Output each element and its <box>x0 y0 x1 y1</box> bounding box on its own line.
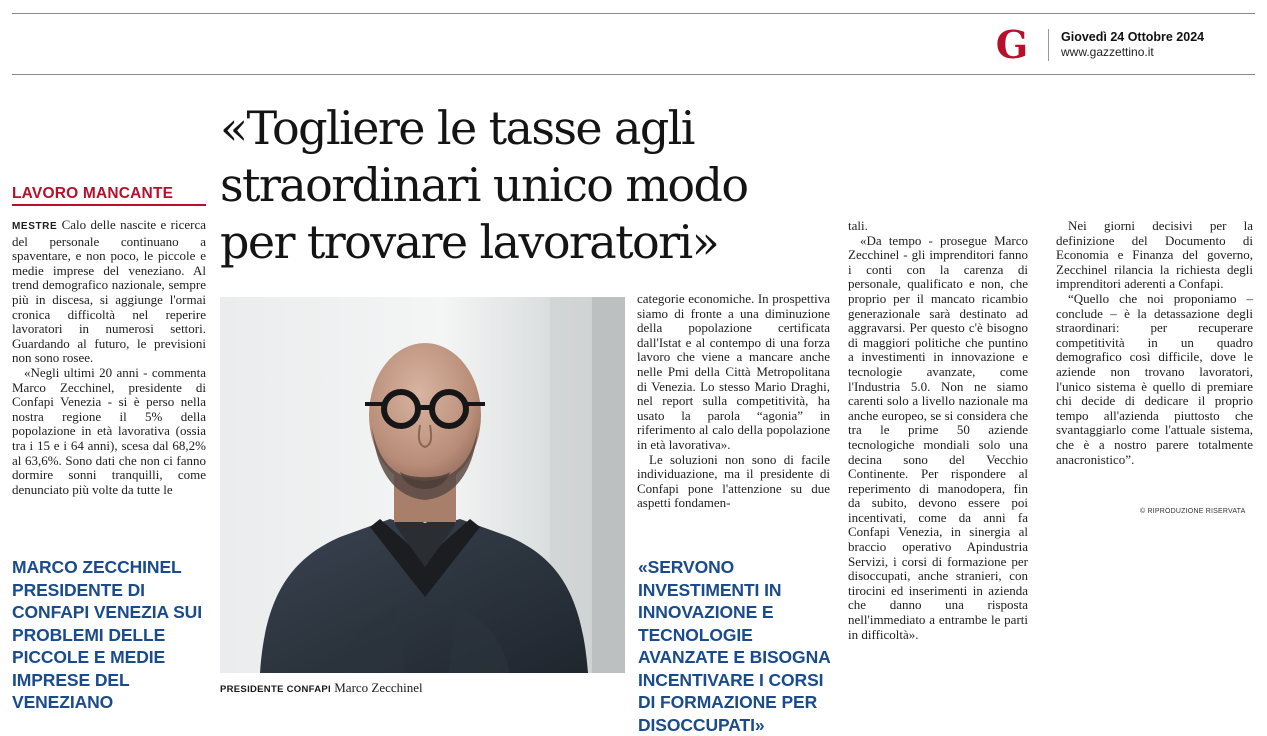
masthead-info <box>1061 30 1204 60</box>
article-column-4 <box>1056 219 1253 467</box>
caption-tag: PRESIDENTE CONFAPI <box>220 684 331 695</box>
portrait-illustration <box>220 297 625 673</box>
dateline: MESTRE <box>12 221 58 232</box>
header-rule <box>12 74 1255 75</box>
headline-line-1: «Togliere le tasse agli <box>220 101 694 155</box>
article-paragraph: Le soluzioni non sono di facile individuazione, ma il presidente di Confapi pone l'attenzione su due aspetti fondamen- <box>637 451 830 511</box>
top-rule <box>12 13 1255 14</box>
section-label: LAVORO MANCANTE <box>12 184 206 206</box>
site-url[interactable]: www.gazzettino.it <box>1061 45 1154 59</box>
copyright-notice: © RIPRODUZIONE RISERVATA <box>1140 508 1246 515</box>
article-paragraph <box>12 218 206 366</box>
article-column-3 <box>848 219 1028 642</box>
article-paragraph: «Negli ultimi 20 anni - commenta Marco Zecchinel, presidente di Confapi Venezia - si è perso nella nostra regione il 5% della popolazione in età lavorativa (ossia tra i 15 e i 64 anni), scesa dal 68,2% al 63,6%. Sono dati che non ci fanno dormire sonni tranquilli, come denunciato più volte da tutte le <box>12 364 206 497</box>
caption-name: Marco Zecchinel <box>330 680 423 695</box>
issue-date: Giovedì 24 Ottobre 2024 <box>1061 30 1205 44</box>
photo-caption <box>220 680 423 697</box>
headline-line-2: straordinari unico modo <box>220 158 748 212</box>
article-paragraph: «Da tempo - prosegue Marco Zecchinel - gli imprenditori fanno i conti con la carenza di personale, qualificato e non, che proprio per il mancato ricambio generazionale sarà destinato ad aggravarsi. Per questo c'è bisogno di maggiori politiche che puntino a investimenti in innovazione e tecnologie avanzate, come l'Industria 5.0. Non ne siamo carenti solo a livello nazionale ma anche europeo, se si considera che tra le prime 50 aziende tecnologiche mondiali solo una decina sono del Vecchio Continente. Per rispondere al reperimento di manodopera, fin da subito, devono essere poi incentivati, come da anni fa Confapi Venezia, in sinergia al braccio operativo Apindustria Servizi, i corsi di formazione per disoccupati, anche stranieri, con tirocini ed inserimenti in azienda che danno una risposta nell'immediato a entrambe le parti in difficoltà». <box>848 232 1028 642</box>
masthead <box>990 24 1204 66</box>
headline <box>220 100 840 271</box>
portrait-photo <box>220 297 625 673</box>
article-column-1 <box>12 218 206 497</box>
article-paragraph: Nei giorni decisivi per la definizione del Documento di Economia e Finanza del governo, Zecchinel rilancia la richiesta degli imprenditori aderenti a Confapi. <box>1056 218 1253 292</box>
headline-line-3: per trovare lavoratori» <box>220 215 719 269</box>
article-paragraph: tali. <box>848 218 868 233</box>
article-paragraph: “Quello che noi proponiamo – conclude – è la detassazione degli straordinari: per recuperare competitività in un quadro demografico così difficile, dove le aziende non trovano lavoratori, l'unico sistema è quello di premiare chi decide di dedicare il proprio tempo all'azienda piuttosto che svantaggiarlo come l'attuale sistema, che è a nostro parere totalmente anacronistico”. <box>1056 290 1253 467</box>
pull-quote: «SERVONO INVESTIMENTI IN INNOVAZIONE E TECNOLOGIE AVANZATE E BISOGNA INCENTIVARE I CORSI DI FORMAZIONE PER DISOCCUPATI» <box>638 557 830 735</box>
article-column-2 <box>637 292 830 511</box>
gazzettino-logo[interactable]: G <box>995 22 1029 67</box>
article-paragraph: categorie economiche. In prospettiva siamo di fronte a una diminuzione della popolazione certificata dall'Istat e al contempo di una forza lavoro che viene a mancare anche nelle Pmi della Città Metropolitana di Venezia. Lo stesso Mario Draghi, nel report sulla competitività, ha usato la parola “agonia” in riferimento al calo della popolazione in età lavorativa». <box>637 291 830 452</box>
paragraph-text: Calo delle nascite e ricerca del personale continuano a spaventare, e non poco, le piccole e medie imprese del veneziano. Al trend demografico nazionale, sempre più in discesa, si aggiunge l'ormai cronica difficoltà nel reperire lavoratori in numerosi settori. Guardando al futuro, le previsioni non sono rosee. <box>12 217 206 366</box>
pull-quote-subhead: MARCO ZECCHINEL PRESIDENTE DI CONFAPI VENEZIA SUI PROBLEMI DELLE PICCOLE E MEDIE IMPRESE DEL VENEZIANO <box>12 557 202 712</box>
masthead-divider <box>1048 29 1049 61</box>
